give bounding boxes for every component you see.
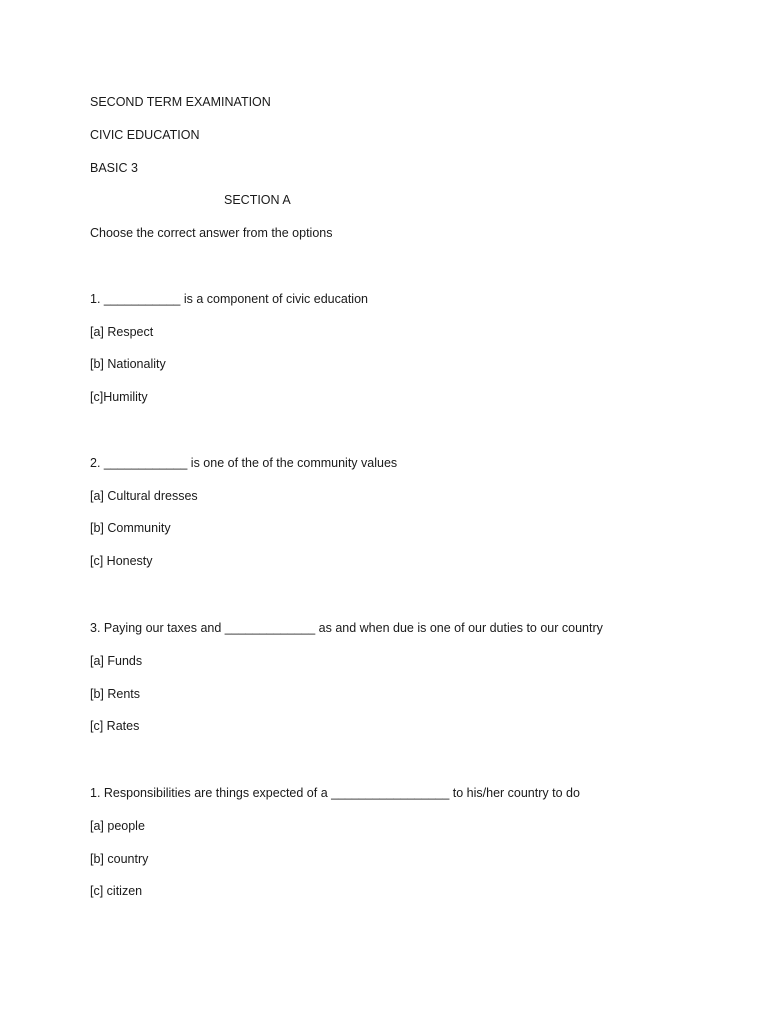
question-3-text: 3. Paying our taxes and _____________ as and when due is one of our duties to our country <box>90 621 603 635</box>
question-3-option-a: [a] Funds <box>90 654 143 668</box>
question-4-text: 1. Responsibilities are things expected of a _________________ to his/her country to do <box>90 786 580 800</box>
subject-title: CIVIC EDUCATION <box>90 128 200 142</box>
section-heading: SECTION A <box>224 193 291 207</box>
question-2-option-a: [a] Cultural dresses <box>90 489 198 503</box>
question-4-option-b: [b] country <box>90 852 149 866</box>
question-4-option-c: [c] citizen <box>90 884 143 898</box>
question-2-option-c: [c] Honesty <box>90 554 153 568</box>
question-1-option-c: [c]Humility <box>90 390 148 404</box>
question-3-option-b: [b] Rents <box>90 687 141 701</box>
instruction-text: Choose the correct answer from the options <box>90 226 333 240</box>
class-label: BASIC 3 <box>90 161 138 175</box>
question-1-option-a: [a] Respect <box>90 325 154 339</box>
exam-title: SECOND TERM EXAMINATION <box>90 95 271 109</box>
question-1-option-b: [b] Nationality <box>90 357 166 371</box>
question-1-text: 1. ___________ is a component of civic education <box>90 292 368 306</box>
question-4-option-a: [a] people <box>90 819 145 833</box>
question-2-text: 2. ____________ is one of the of the community values <box>90 456 398 470</box>
question-2-option-b: [b] Community <box>90 521 171 535</box>
question-3-option-c: [c] Rates <box>90 719 140 733</box>
